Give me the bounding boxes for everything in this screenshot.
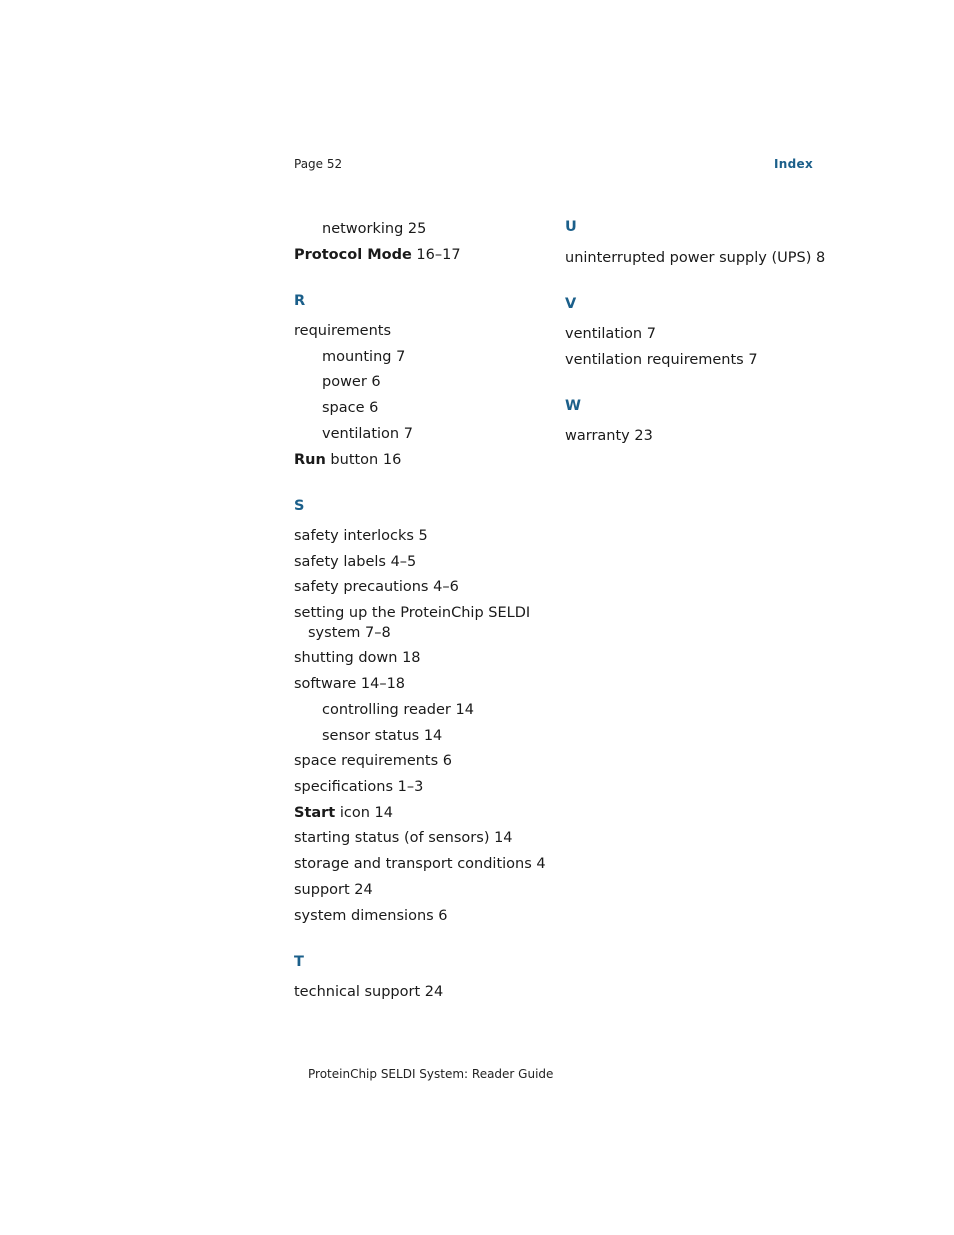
index-letter-heading: T (294, 954, 304, 970)
entry-term-bold: Protocol Mode (294, 247, 412, 263)
index-entry: space requirements 6 (294, 753, 453, 769)
page-number: Page 52 (294, 157, 343, 171)
index-entry: controlling reader 14 (322, 702, 474, 718)
index-entry: safety labels 4–5 (294, 554, 417, 570)
document-footer: ProteinChip SELDI System: Reader Guide (308, 1067, 554, 1081)
index-entry: networking 25 (322, 221, 427, 237)
index-entry: space 6 (322, 400, 379, 416)
index-entry: storage and transport conditions 4 (294, 856, 546, 872)
index-entry: sensor status 14 (322, 728, 443, 744)
index-entry: mounting 7 (322, 349, 406, 365)
index-entry: system dimensions 6 (294, 908, 448, 924)
entry-line: setting up the ProteinChip SELDI (294, 605, 531, 621)
index-entry: shutting down 18 (294, 650, 421, 666)
index-entry: safety interlocks 5 (294, 528, 428, 544)
index-entry: technical support 24 (294, 984, 444, 1000)
index-letter-heading: W (565, 398, 581, 414)
entry-term-bold: Start (294, 805, 336, 821)
index-entry: requirements (294, 323, 392, 339)
index-letter-heading: R (294, 293, 306, 309)
index-entry: support 24 (294, 882, 373, 898)
section-title: Index (774, 157, 813, 171)
index-entry: safety precautions 4–6 (294, 579, 459, 595)
index-entry (294, 803, 393, 823)
index-entry: ventilation 7 (322, 426, 413, 442)
entry-pages: icon 14 (335, 805, 393, 821)
index-letter-heading: S (294, 498, 305, 514)
index-entry: uninterrupted power supply (UPS) 8 (565, 250, 826, 266)
index-entry (294, 450, 401, 470)
entry-continuation: system 7–8 (308, 625, 391, 641)
index-entry: power 6 (322, 374, 381, 390)
index-letter-heading: U (565, 219, 577, 235)
index-entry (294, 245, 461, 265)
index-letter-heading: V (565, 296, 577, 312)
index-entry: software 14–18 (294, 676, 406, 692)
entry-term-bold: Run (294, 452, 326, 468)
index-entry: starting status (of sensors) 14 (294, 830, 513, 846)
index-entry: specifications 1–3 (294, 779, 424, 795)
index-entry (294, 603, 530, 643)
index-entry: ventilation requirements 7 (565, 352, 758, 368)
entry-pages: 16–17 (411, 247, 461, 263)
entry-pages: button 16 (325, 452, 402, 468)
index-entry: ventilation 7 (565, 326, 656, 342)
index-entry: warranty 23 (565, 428, 653, 444)
